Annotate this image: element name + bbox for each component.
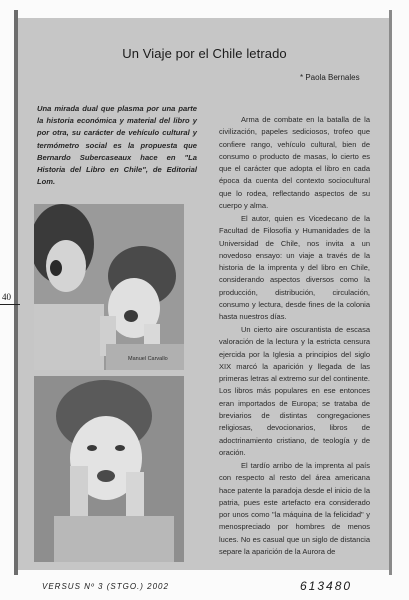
body-paragraph-1-text: Arma de combate en la batalla de la civilización, papeles sediciosos, trofeo que confiere rango, vehículo cultural, bien de consumo o producto de masas, lo cierto es que el carácter que adopta el libro en cada época da cuenta del contexto sociocultural que lo rodea, reflectando aspectos de su cuerpo y alma. [219, 115, 370, 211]
body-paragraph-1 [219, 114, 370, 212]
page-number-rule [0, 304, 20, 305]
photo-children-top-image [34, 204, 184, 370]
photo-child-bottom [34, 376, 184, 562]
photo-children-top [34, 204, 184, 370]
body-paragraph-4-text: El tardío arribo de la imprenta al país con respecto al resto del área americana hace patente la paradoja desde el inicio de la patria, pues este artefacto era considerado por unos como "la máquina de la felicidad" y menospreciado por hombres de menos luces. No es casual que un siglo de distancia separe la aparición de la Aurora de [219, 461, 370, 557]
photo-child-bottom-image [34, 376, 184, 562]
body-paragraph-2 [219, 213, 370, 324]
body-paragraph-2-text: El autor, quien es Vicedecano de la Facultad de Filosofía y Humanidades de la Universidad de Chile, nos invita a un novedoso ensayo: un viaje a través de la historia de la imprenta y del libro en Chile, considerando aspectos diversos como la producción, distribución, circulación, consumo y lectura, desde fines de la colonia hasta nuestros días. [219, 214, 370, 322]
body-paragraph-4 [219, 460, 370, 558]
article-author: * Paola Bernales [300, 73, 360, 82]
photo-credit: Manuel Carvallo [128, 356, 168, 362]
page-number: 40 [2, 292, 11, 302]
page-edge-right [389, 10, 392, 575]
body-paragraph-3 [219, 324, 370, 459]
body-paragraph-3-text: Un cierto aire oscurantista de escasa valoración de la lectura y la estricta censura ejercida por la Iglesia a principios del siglo XIX marcó la aparición y llegada de las primeras letras al extremo sur del continente. Los libros más populares en ese entonces eran importados de Europa; se trataba de breviarios de distintas congregaciones religiosas, devocionarios, libros de adoctrinamiento cristiano, de teología y de oración. [219, 325, 370, 457]
article-title: Un Viaje por el Chile letrado [122, 46, 287, 61]
handwritten-citation: VERSUS Nº 3 (STGO.) 2002 [42, 582, 169, 591]
article-lead: Una mirada dual que plasma por una parte la historia económica y material del libro y por otra, su carácter de vehículo cultural y termómetro social es la propuesta que Bernardo Subercaseaux hace en "La Historia del Libro en Chile", de Editorial Lom. [37, 104, 197, 187]
handwritten-catalog-number: 613480 [300, 579, 353, 593]
